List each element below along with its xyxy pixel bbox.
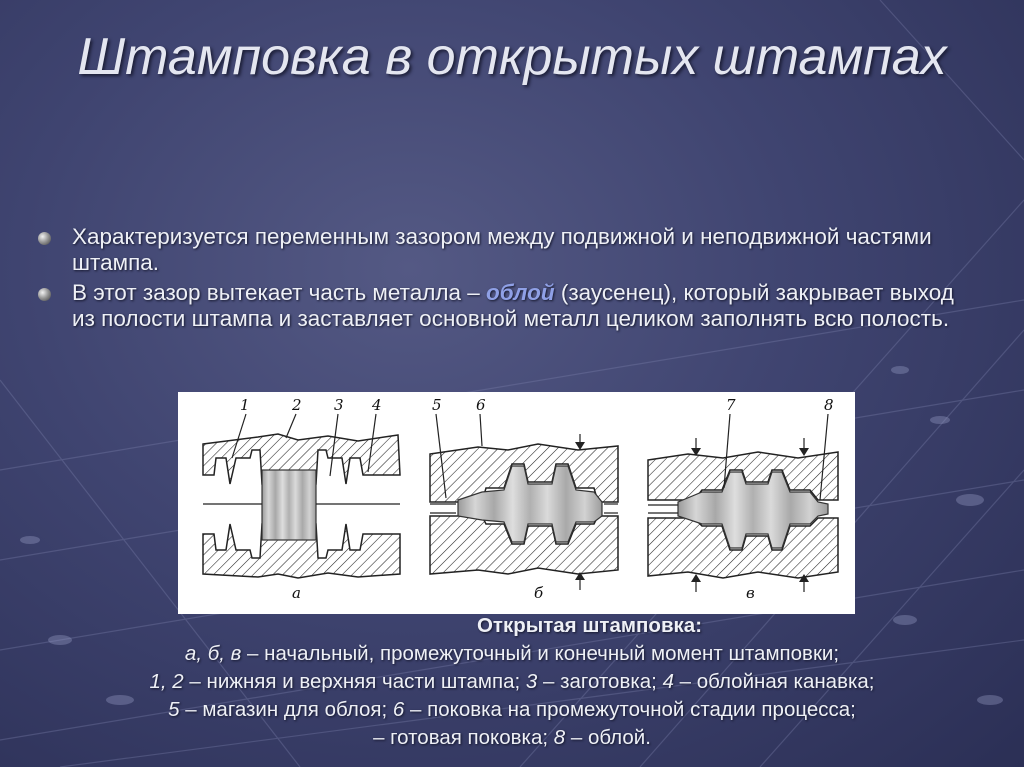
bullet-text-before: В этот зазор вытекает часть металла – xyxy=(72,280,487,305)
bullet-emphasis-term: облой xyxy=(486,280,555,305)
panel-label-v: в xyxy=(746,584,755,602)
panel-label-b: б xyxy=(534,584,544,602)
panel-v xyxy=(648,452,838,578)
caption-text: – поковка на промежуточной стадии процесса; xyxy=(404,698,856,721)
stamping-diagram xyxy=(178,392,855,614)
panel-label-a: а xyxy=(292,584,301,602)
caption-text: – нижняя и верхняя части штампа; xyxy=(183,670,526,693)
caption-text: – начальный, промежуточный и конечный момент штамповки; xyxy=(241,642,840,665)
part-label-2: 2 xyxy=(292,396,302,414)
caption-text: – облойная канавка; xyxy=(673,670,875,693)
caption-text: – заготовка; xyxy=(537,670,663,693)
bullet-text: Характеризуется переменным зазором между подвижной и неподвижной частями штампа. xyxy=(72,224,932,275)
bullet-dot-icon xyxy=(38,232,51,245)
caption-ref: а, б, в xyxy=(184,642,242,665)
caption-line xyxy=(0,668,1024,696)
caption-ref: 3 xyxy=(525,670,538,693)
part-label-5: 5 xyxy=(432,396,442,414)
caption-line xyxy=(0,696,1024,724)
workpiece xyxy=(262,470,316,540)
caption-ref: 5 xyxy=(168,698,180,721)
stamping-diagram-figure xyxy=(178,392,855,614)
figure-caption xyxy=(0,612,1024,752)
caption-heading: Открытая штамповка: xyxy=(476,614,703,637)
part-label-4: 4 xyxy=(372,396,382,414)
caption-text: – магазин для облоя; xyxy=(179,698,393,721)
caption-ref: 1, 2 xyxy=(149,670,184,693)
part-label-6: 6 xyxy=(476,396,486,414)
bullet-text-after: (заусенец), который закрывает выход из полости штампа и заставляет основной металл целиком заполнять всю полость. xyxy=(72,280,954,331)
caption-ref: 8 xyxy=(553,726,566,749)
part-label-8: 8 xyxy=(824,396,834,414)
bullet-dot-icon xyxy=(38,288,51,301)
caption-line xyxy=(0,640,1024,668)
part-label-1: 1 xyxy=(240,396,250,414)
bullet-item xyxy=(36,280,976,332)
part-label-7: 7 xyxy=(726,396,736,414)
panel-b xyxy=(430,444,618,574)
bullet-item xyxy=(36,224,976,276)
caption-ref: 6 xyxy=(392,698,405,721)
part-label-3: 3 xyxy=(334,396,344,414)
slide-title: Штамповка в открытых штампах xyxy=(77,28,947,86)
bullet-list xyxy=(36,224,976,336)
caption-text: – готовая поковка; xyxy=(373,726,554,749)
caption-text: – облой. xyxy=(565,726,651,749)
caption-line xyxy=(0,724,1024,752)
caption-ref: 4 xyxy=(662,670,674,693)
